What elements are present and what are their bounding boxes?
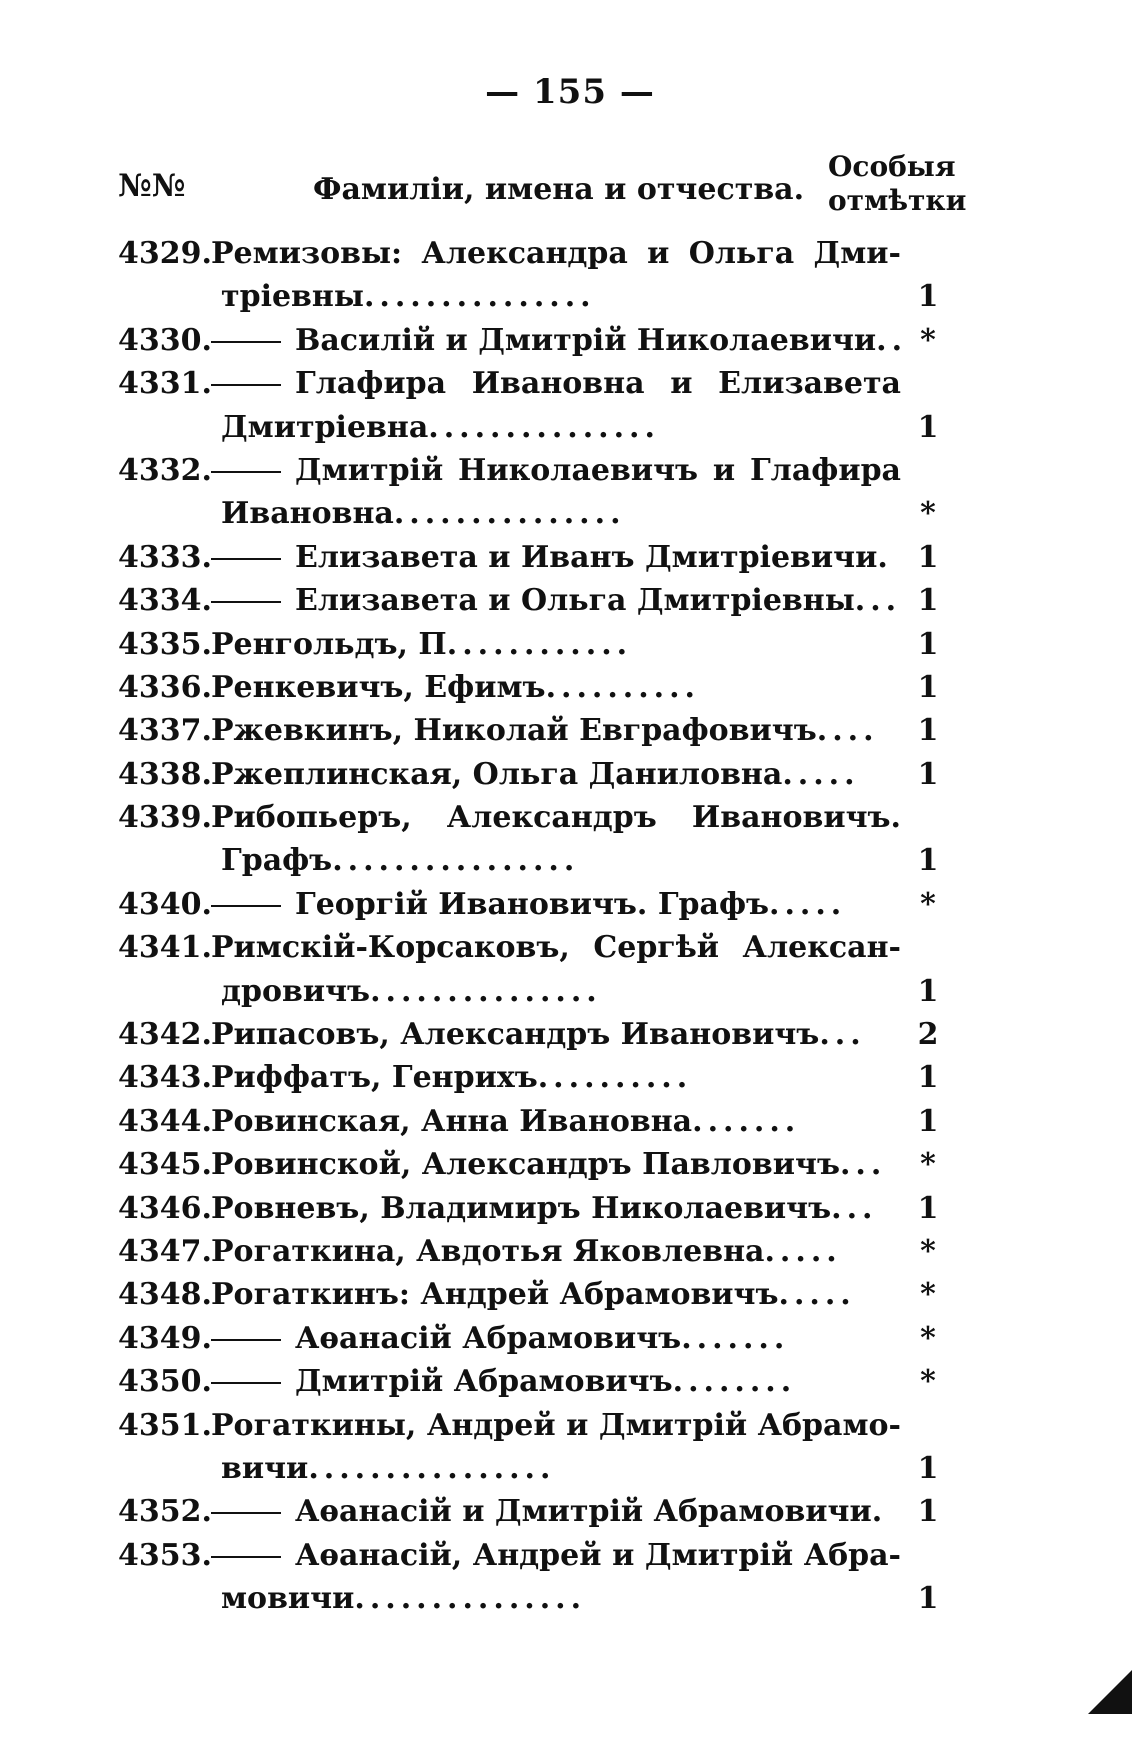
entry-mark: *	[920, 1320, 936, 1356]
entry-text	[211, 1317, 901, 1360]
entry-mark: 1	[917, 1581, 939, 1617]
entry-mark: *	[920, 496, 936, 532]
entry-number: 4345.	[118, 1147, 212, 1183]
entry-number: 4333.	[118, 539, 212, 575]
ditto-dash	[211, 341, 281, 343]
entry-mark: 1	[917, 539, 939, 575]
entry-text	[221, 1447, 901, 1490]
entry-number: 4331.	[118, 366, 212, 402]
entry-text	[211, 1187, 901, 1230]
entry-continuation-line	[118, 1577, 948, 1620]
entry-text	[211, 1230, 901, 1273]
entry-number: 4337.	[118, 713, 212, 749]
leader-dots: ...	[854, 583, 902, 619]
entry-line	[118, 579, 948, 622]
entry-number: 4342.	[118, 1017, 212, 1053]
leader-dots: ........	[672, 1364, 797, 1400]
ditto-dash	[211, 471, 281, 473]
leader-dots: .....	[764, 1233, 842, 1269]
entry-text	[211, 1143, 901, 1186]
entry-mark: 1	[917, 1060, 939, 1096]
entry-name: дровичъ	[221, 973, 371, 1009]
entry-line	[118, 883, 948, 926]
entry-text	[211, 666, 901, 709]
entry-number: 4332.	[118, 452, 212, 488]
entry-line	[118, 1490, 948, 1533]
entry-text	[211, 1360, 901, 1403]
entry-continuation-line	[118, 1447, 948, 1490]
entry-mark: 1	[917, 409, 939, 445]
entry-text	[211, 1013, 901, 1056]
entry-name: Рогаткина, Авдотья Яковлевна	[211, 1233, 765, 1269]
register-entries	[118, 232, 948, 1621]
entry-mark: 1	[917, 713, 939, 749]
entry-name: Графъ	[221, 843, 333, 879]
leader-dots: ...	[839, 1147, 887, 1183]
header-names-column: Фамиліи, имена и отчества.	[313, 172, 805, 207]
entry-number: 4340.	[118, 886, 212, 922]
entry-name: Риффатъ, Генрихъ	[211, 1060, 538, 1096]
leader-dots: ...............	[393, 496, 626, 532]
entry-mark: 1	[917, 1103, 939, 1139]
entry-text	[221, 839, 901, 882]
entry-text	[211, 319, 908, 362]
entry-text	[211, 362, 901, 405]
entry-line	[118, 666, 948, 709]
entry-number: 4339.	[118, 800, 212, 836]
entry-number: 4335.	[118, 626, 212, 662]
entry-name: Римскій-Корсаковъ, Сергѣй Алексан-	[211, 930, 901, 966]
entry-mark: *	[920, 1277, 936, 1313]
entry-mark: 1	[917, 1190, 939, 1226]
entry-name: Рогаткинъ: Андрей Абрамовичъ	[211, 1277, 779, 1313]
leader-dots: ...............	[363, 279, 596, 315]
entry-mark: 1	[917, 756, 939, 792]
entry-text	[211, 1273, 901, 1316]
entry-line	[118, 623, 948, 666]
entry-line	[118, 1273, 948, 1316]
leader-dots: ..........	[545, 669, 701, 705]
leader-dots: .......	[692, 1103, 801, 1139]
leader-dots: ...	[831, 1190, 878, 1226]
entry-text	[211, 753, 901, 796]
entry-line	[118, 1187, 948, 1230]
leader-dots: ...	[819, 1017, 866, 1053]
ditto-dash	[211, 384, 281, 386]
leader-dots: ...............	[370, 973, 602, 1009]
entry-text	[211, 1490, 901, 1533]
entry-continuation-line	[118, 406, 948, 449]
entry-mark: *	[920, 1233, 936, 1269]
entry-mark: 1	[917, 973, 939, 1009]
entry-line	[118, 536, 948, 579]
entry-number: 4349.	[118, 1320, 212, 1356]
entry-name: Дмитрій Николаевичъ и Глафира	[295, 452, 901, 488]
entry-name: Ржеплинская, Ольга Даниловна	[211, 756, 783, 792]
entry-mark: 1	[917, 279, 939, 315]
entry-name: Аѳанасій и Дмитрій Абрамовичи.	[295, 1494, 883, 1530]
entry-name: вичи	[221, 1450, 309, 1486]
leader-dots: .....	[769, 886, 847, 922]
page-number: — 155 —	[485, 72, 655, 112]
leader-dots: ...............	[354, 1581, 587, 1617]
entry-name: мовичи	[221, 1581, 355, 1617]
entry-line	[118, 796, 948, 839]
entry-mark: 1	[917, 583, 939, 619]
entry-name: Ренкевичъ, Ефимъ	[211, 669, 546, 705]
entry-name: Дмитрій Абрамовичъ	[295, 1364, 673, 1400]
entry-number: 4351.	[118, 1407, 212, 1443]
entry-text	[211, 1056, 901, 1099]
entry-text	[211, 1100, 901, 1143]
entry-text	[221, 406, 901, 449]
entry-number: 4353.	[118, 1537, 212, 1573]
entry-name: Елизавета и Иванъ Дмитріевичи.	[295, 539, 888, 575]
ditto-dash	[211, 1339, 281, 1341]
leader-dots: ................	[308, 1450, 556, 1486]
entry-number: 4334.	[118, 583, 212, 619]
entry-name: Рипасовъ, Александръ Ивановичъ	[211, 1017, 820, 1053]
entry-number: 4341.	[118, 930, 212, 966]
entry-mark: *	[920, 1364, 936, 1400]
entry-number: 4338.	[118, 756, 212, 792]
entry-name: Дмитріевна	[221, 409, 429, 445]
entry-text	[221, 492, 901, 535]
entry-text	[211, 1404, 901, 1447]
entry-name: Ровневъ, Владимиръ Николаевичъ	[211, 1190, 832, 1226]
entry-line	[118, 1056, 948, 1099]
entry-text	[211, 883, 901, 926]
header-notes-line1: Особыя	[828, 150, 956, 183]
ditto-dash	[211, 1382, 281, 1384]
entry-line	[118, 926, 948, 969]
ditto-dash	[211, 1556, 281, 1558]
entry-number: 4346.	[118, 1190, 212, 1226]
entry-name: Рогаткины, Андрей и Дмитрій Абрамо-	[211, 1407, 901, 1443]
entry-continuation-line	[118, 275, 948, 318]
entry-mark: 1	[917, 669, 939, 705]
entry-line	[118, 1360, 948, 1403]
entry-line	[118, 753, 948, 796]
entry-name: Елизавета и Ольга Дмитріевны	[295, 583, 855, 619]
entry-name: Аѳанасій Абрамовичъ	[295, 1320, 682, 1356]
entry-number: 4330.	[118, 322, 212, 358]
entry-number: 4343.	[118, 1060, 212, 1096]
entry-number: 4348.	[118, 1277, 212, 1313]
entry-mark: *	[920, 322, 936, 358]
column-header	[118, 150, 967, 230]
entry-number: 4336.	[118, 669, 212, 705]
entry-text	[221, 1577, 901, 1620]
entry-mark: *	[920, 886, 936, 922]
entry-text	[221, 970, 901, 1013]
entry-name: Ровинской, Александръ Павловичъ	[211, 1147, 840, 1183]
page-corner-mark	[1088, 1670, 1132, 1714]
entry-text	[211, 449, 901, 492]
entry-text	[211, 623, 901, 666]
entry-mark: *	[920, 1147, 936, 1183]
entry-name: тріевны	[221, 279, 364, 315]
entry-line	[118, 1404, 948, 1447]
entry-name: Глафира Ивановна и Елизавета	[295, 366, 901, 402]
entry-number: 4344.	[118, 1103, 212, 1139]
entry-name: Ремизовы: Александра и Ольга Дми-	[211, 236, 901, 271]
entry-line	[118, 1230, 948, 1273]
entry-name: Аѳанасій, Андрей и Дмитрій Абра-	[295, 1537, 901, 1573]
ditto-dash	[211, 558, 281, 560]
entry-line	[118, 1013, 948, 1056]
ditto-dash	[211, 601, 281, 603]
entry-line	[118, 709, 948, 752]
entry-continuation-line	[118, 839, 948, 882]
leader-dots: ....	[816, 713, 879, 749]
entry-line	[118, 1100, 948, 1143]
leader-dots: ............	[446, 626, 633, 662]
leader-dots: ...............	[428, 409, 660, 445]
entry-mark: 1	[917, 843, 939, 879]
header-notes-line2: отмѣтки	[828, 184, 967, 217]
entry-name: Рибопьеръ, Александръ Ивановичъ.	[211, 800, 901, 836]
header-notes-column	[828, 150, 967, 218]
leader-dots: .....	[782, 756, 860, 792]
leader-dots: ..	[876, 322, 908, 358]
entry-text	[211, 579, 901, 622]
entry-mark: 2	[917, 1017, 939, 1053]
entry-name: Георгій Ивановичъ. Графъ	[295, 886, 770, 922]
ditto-dash	[211, 905, 281, 907]
entry-text	[211, 1534, 901, 1577]
entry-number: 4350.	[118, 1364, 212, 1400]
header-number-column: №№	[118, 168, 186, 204]
entry-line	[118, 1317, 948, 1360]
ditto-dash	[211, 1512, 281, 1514]
leader-dots: ................	[332, 843, 580, 879]
entry-number: 4329.	[118, 236, 212, 271]
entry-continuation-line	[118, 970, 948, 1013]
entry-line	[118, 232, 948, 275]
entry-line	[118, 1143, 948, 1186]
entry-mark: 1	[917, 1450, 939, 1486]
entry-name: Василій и Дмитрій Николаевичи	[295, 322, 877, 358]
entry-text	[211, 796, 901, 839]
entry-continuation-line	[118, 492, 948, 535]
leader-dots: .......	[681, 1320, 790, 1356]
entry-line	[118, 319, 948, 362]
entry-line	[118, 1534, 948, 1577]
leader-dots: .....	[778, 1277, 856, 1313]
entry-mark: 1	[917, 626, 939, 662]
entry-line	[118, 362, 948, 405]
entry-name: Ржевкинъ, Николай Евграфовичъ	[211, 713, 817, 749]
entry-text	[221, 275, 901, 318]
leader-dots: ..........	[537, 1060, 693, 1096]
entry-text	[211, 926, 901, 969]
entry-text	[211, 232, 901, 275]
entry-text	[211, 536, 901, 579]
entry-text	[211, 709, 901, 752]
entry-line	[118, 449, 948, 492]
entry-name: Ивановна	[221, 496, 394, 532]
entry-number: 4352.	[118, 1494, 212, 1530]
entry-name: Ровинская, Анна Ивановна	[211, 1103, 693, 1139]
entry-name: Ренгольдъ, П	[211, 626, 447, 662]
entry-mark: 1	[917, 1494, 939, 1530]
entry-number: 4347.	[118, 1233, 212, 1269]
